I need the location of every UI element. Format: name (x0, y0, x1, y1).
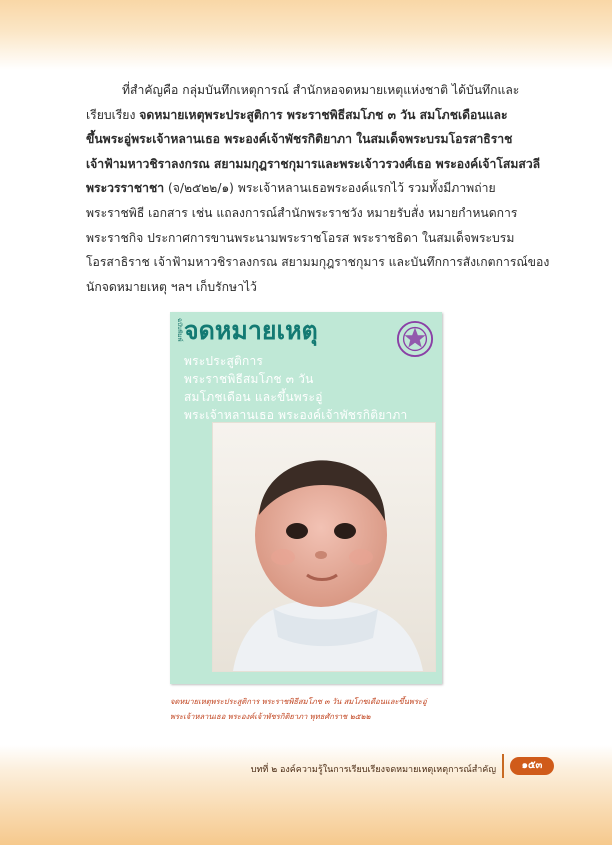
royal-emblem-icon (396, 320, 434, 358)
paragraph-line-3: ขึ้นพระอู่พระเจ้าหลานเธอ พระองค์เจ้าพัชรกิติยาภา ในสมเด็จพระบรมโอรสาธิราช (86, 132, 513, 147)
cover-subtitle-4: พระเจ้าหลานเธอ พระองค์เจ้าพัชรกิติยาภา (184, 408, 408, 422)
paragraph-line-1 (86, 78, 556, 103)
paragraph-text: ที่สำคัญคือ กลุ่มบันทึกเหตุการณ์ สำนักหอจดหมายเหตุแห่งชาติ ได้บันทึกและ (122, 83, 520, 97)
document-title-text: จดหมายเหตุพระประสูติการ พระราชพิธีสมโภช ๓ วัน สมโภชเดือนและ (139, 107, 508, 122)
paragraph-line-8: โอรสาธิราช เจ้าฟ้ามหาวชิราลงกรณ สยามมกุฎราชกุมาร และบันทึกการสังเกตการณ์ของ (86, 255, 550, 270)
paragraph-text: (จ/๒๕๒๒/๑) พระเจ้าหลานเธอพระองค์แรกไว้ รวมทั้งมีภาพถ่าย (164, 181, 496, 196)
main-paragraph (86, 78, 556, 299)
cover-subtitle-2: พระราชพิธีสมโภช ๓ วัน (184, 372, 314, 386)
chapter-footer: บทที่ ๒ องค์ความรู้ในการเรียบเรียงจดหมายเหตุเหตุการณ์สำคัญ (250, 765, 496, 775)
cover-series-label: ฉบับพิมพ์ (176, 318, 183, 342)
cover-subtitle-1: พระประสูติการ (184, 354, 264, 368)
book-cover-image (170, 312, 442, 684)
paragraph-line-9: นักจดหมายเหตุ ฯลฯ เก็บรักษาไว้ (86, 279, 257, 294)
caption-line-2: พระเจ้าหลานเธอ พระองค์เจ้าพัชรกิติยาภา พุทธศักราช ๒๕๒๒ (170, 712, 371, 721)
paragraph-line-2 (86, 103, 556, 128)
paragraph-line-4: เจ้าฟ้ามหาวชิราลงกรณ สยามมกุฎราชกุมารและพระเจ้าวรวงศ์เธอ พระองค์เจ้าโสมสวลี (86, 156, 541, 171)
paragraph-line-7: พระราชกิจ ประกาศการขานพระนามพระราชโอรส พระราชธิดา ในสมเด็จพระบรม (86, 230, 515, 245)
header-decoration (0, 0, 612, 70)
figure-caption (170, 694, 460, 724)
paragraph-line-6: พระราชพิธี เอกสาร เช่น แถลงการณ์สำนักพระราชวัง หมายรับสั่ง หมายกำหนดการ (86, 205, 518, 220)
baby-portrait-illustration (213, 423, 435, 671)
baby-photo (212, 422, 436, 672)
cover-title: จดหมายเหตุ (184, 316, 318, 345)
paragraph-text: เรียบเรียง (86, 107, 140, 122)
cover-subtitle-3: สมโภชเดือน และขึ้นพระอู่ (184, 390, 323, 404)
caption-line-1: จดหมายเหตุพระประสูติการ พระราชพิธีสมโภช ๓ วัน สมโภชเดือนและขึ้นพระอู่ (170, 697, 427, 706)
document-title-text: พระวรราชาชา (86, 181, 165, 196)
paragraph-line-5 (86, 176, 556, 201)
page-number-badge: ๑๕๓ (510, 757, 554, 775)
footer-divider (502, 754, 504, 778)
